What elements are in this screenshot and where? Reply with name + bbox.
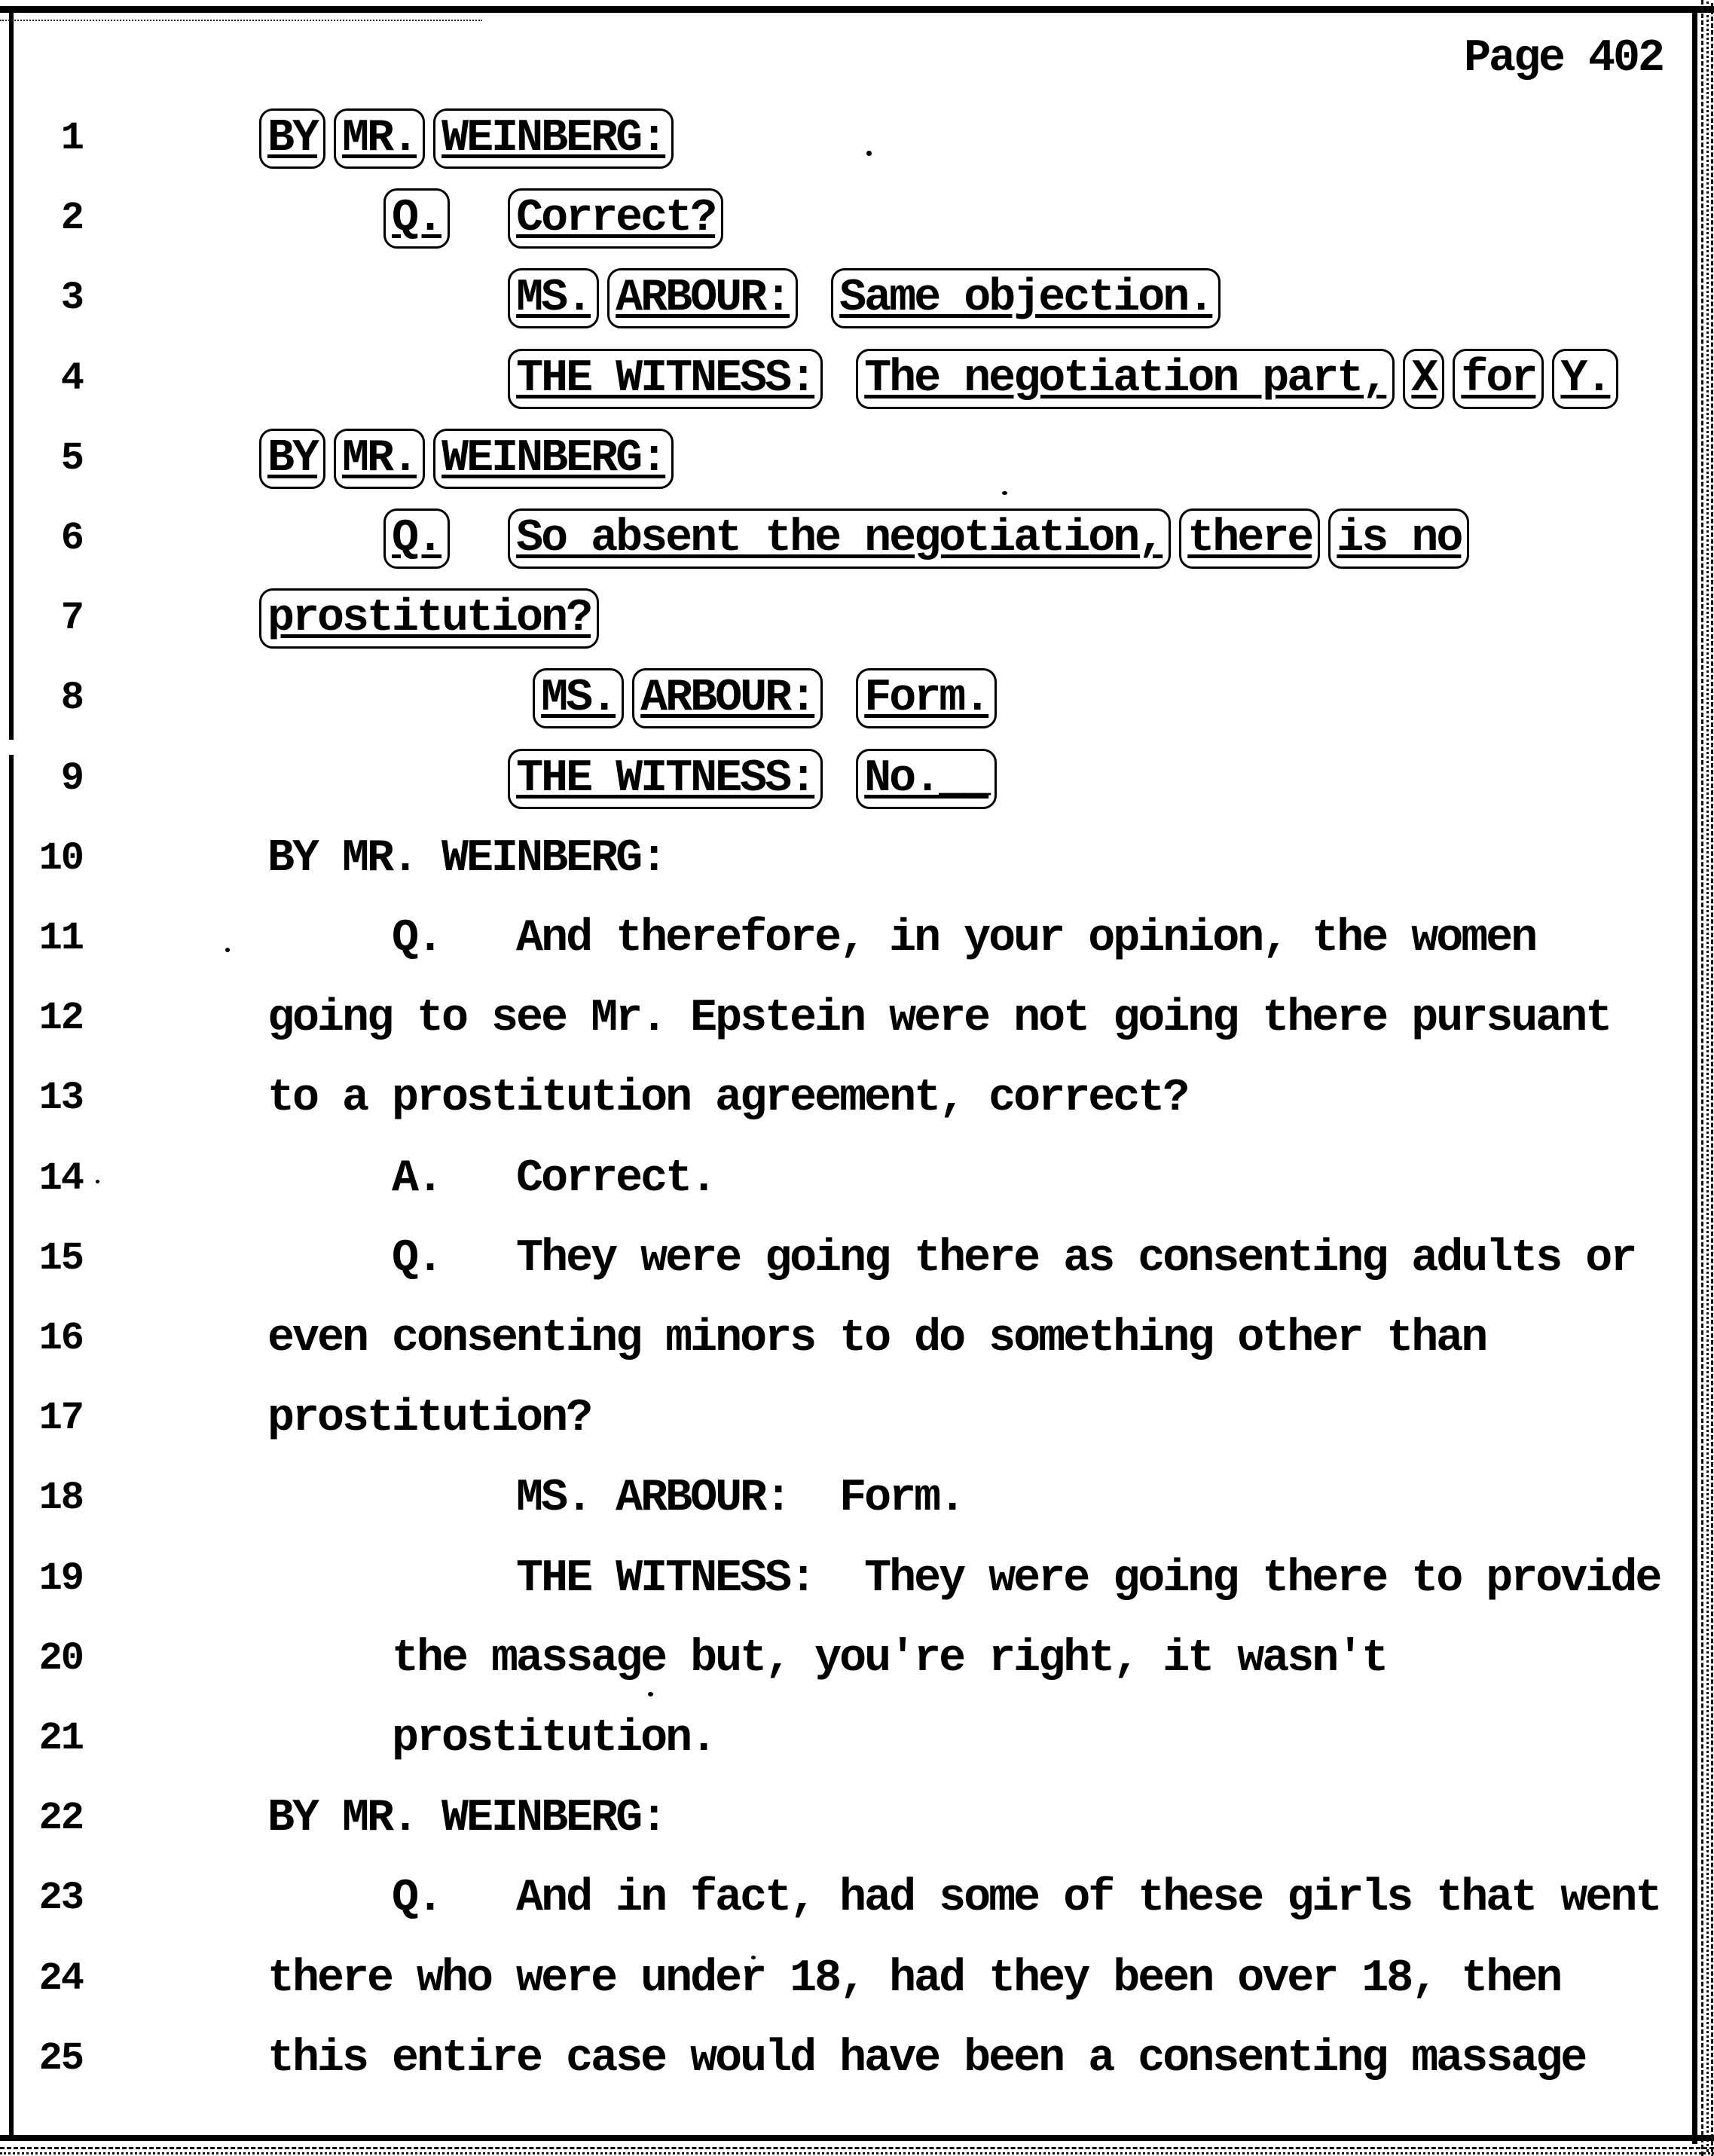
designation-bubble: Same objection. bbox=[831, 268, 1221, 328]
text-segment: even consenting minors to do something other than bbox=[267, 1313, 1486, 1364]
line-number: 19 bbox=[38, 1556, 83, 1601]
transcript-line bbox=[0, 1632, 1695, 1684]
text-segment: to a prostitution agreement, correct? bbox=[267, 1073, 1188, 1125]
line-text bbox=[267, 673, 989, 725]
text-segment bbox=[441, 193, 516, 244]
line-number: 3 bbox=[60, 276, 83, 321]
text-segment bbox=[267, 353, 516, 405]
line-text bbox=[267, 915, 1535, 963]
text-segment: BY MR. WEINBERG: bbox=[267, 1793, 666, 1845]
text-segment bbox=[267, 513, 392, 564]
page-number: Page 402 bbox=[1464, 33, 1664, 84]
line-text bbox=[267, 1715, 715, 1763]
transcript-line bbox=[0, 1794, 1695, 1843]
transcript-line bbox=[0, 1394, 1695, 1443]
text-segment: BY MR. WEINBERG: bbox=[267, 832, 666, 884]
designation-bubble: prostitution? bbox=[259, 588, 599, 649]
line-text bbox=[267, 1394, 591, 1443]
transcript-line bbox=[0, 1715, 1695, 1763]
designation-bubble: MS. bbox=[508, 268, 599, 328]
line-text bbox=[267, 1073, 1188, 1125]
line-text bbox=[267, 1155, 715, 1203]
line-text bbox=[267, 432, 666, 484]
transcript-line bbox=[0, 2032, 1695, 2084]
transcript-line bbox=[0, 594, 1695, 643]
line-number: 12 bbox=[38, 996, 83, 1041]
line-number: 17 bbox=[38, 1396, 83, 1441]
transcript-line bbox=[0, 194, 1695, 243]
transcript-line bbox=[0, 832, 1695, 884]
transcript-line bbox=[0, 1473, 1695, 1525]
line-text bbox=[267, 1315, 1486, 1363]
designation-bubble: Y. bbox=[1552, 349, 1618, 409]
line-number: 9 bbox=[60, 756, 83, 801]
designation-bubble: Q. bbox=[383, 508, 450, 569]
designation-bubble: WEINBERG: bbox=[433, 108, 674, 169]
transcript-line bbox=[0, 673, 1695, 725]
text-segment: there who were under 18, had they been over 18, then bbox=[267, 1953, 1561, 2005]
transcript-line bbox=[0, 515, 1695, 563]
transcript-line bbox=[0, 1232, 1695, 1284]
line-text bbox=[267, 355, 1610, 403]
designation-bubble: The negotiation part, bbox=[856, 349, 1395, 409]
line-number: 16 bbox=[38, 1316, 83, 1360]
text-segment bbox=[267, 673, 541, 724]
line-number: 8 bbox=[60, 676, 83, 721]
transcript-line bbox=[0, 1873, 1695, 1925]
line-number: 14 bbox=[38, 1156, 83, 1201]
text-segment: MS. ARBOUR: Form. bbox=[267, 1473, 964, 1525]
line-text bbox=[267, 1555, 1660, 1603]
transcript-line bbox=[0, 994, 1695, 1043]
designation-bubble: is no bbox=[1328, 508, 1469, 569]
transcript-line bbox=[0, 755, 1695, 803]
transcript-line bbox=[0, 273, 1695, 325]
line-number: 20 bbox=[38, 1635, 83, 1681]
line-text bbox=[267, 1632, 1387, 1684]
designation-bubble: So absent the negotiation, bbox=[508, 508, 1171, 569]
text-segment bbox=[441, 513, 516, 564]
line-text bbox=[267, 994, 1610, 1043]
line-text bbox=[267, 273, 1213, 325]
transcript-line bbox=[0, 1555, 1695, 1603]
designation-bubble: for bbox=[1453, 349, 1544, 409]
line-text bbox=[267, 1473, 964, 1525]
line-text bbox=[267, 515, 1461, 563]
line-text bbox=[267, 594, 591, 643]
line-text bbox=[267, 1873, 1661, 1925]
text-segment: A. Correct. bbox=[267, 1153, 716, 1205]
transcript-line bbox=[0, 1955, 1695, 2003]
line-text bbox=[267, 1232, 1636, 1284]
designation-bubble: MR. bbox=[334, 429, 425, 489]
line-number: 1 bbox=[60, 116, 83, 160]
text-segment bbox=[267, 753, 516, 805]
line-number: 21 bbox=[38, 1716, 83, 1761]
text-segment: Q. And therefore, in your opinion, the women bbox=[267, 913, 1536, 964]
text-segment: prostitution? bbox=[267, 1393, 591, 1445]
transcript-line bbox=[0, 1155, 1695, 1203]
designation-bubble: WEINBERG: bbox=[433, 429, 674, 489]
designation-bubble: THE WITNESS: bbox=[508, 349, 823, 409]
line-number: 2 bbox=[60, 196, 83, 241]
text-segment: THE WITNESS: They were going there to provide bbox=[267, 1553, 1661, 1605]
line-text bbox=[267, 2032, 1586, 2084]
line-number: 5 bbox=[60, 435, 83, 481]
line-text bbox=[267, 755, 988, 803]
designation-bubble: Correct? bbox=[508, 188, 723, 249]
line-number: 24 bbox=[38, 1956, 83, 2001]
text-segment: prostitution. bbox=[267, 1713, 716, 1764]
transcript-line bbox=[0, 915, 1695, 963]
transcript-line bbox=[0, 1073, 1695, 1125]
designation-bubble: BY bbox=[259, 429, 325, 489]
line-number: 11 bbox=[38, 916, 83, 960]
transcript-line bbox=[0, 115, 1695, 163]
line-text bbox=[267, 1794, 665, 1843]
line-number: 15 bbox=[38, 1235, 83, 1281]
line-number: 25 bbox=[38, 2035, 83, 2081]
text-segment bbox=[267, 193, 392, 244]
designation-bubble: there bbox=[1179, 508, 1320, 569]
designation-bubble: Q. bbox=[383, 188, 450, 249]
line-number: 22 bbox=[38, 1796, 83, 1841]
line-text bbox=[267, 194, 715, 243]
text-segment bbox=[267, 273, 516, 324]
designation-bubble: X bbox=[1403, 349, 1444, 409]
text-segment: this entire case would have been a consenting massage bbox=[267, 2032, 1586, 2084]
line-number: 4 bbox=[60, 356, 83, 401]
designation-bubble: ARBOUR: bbox=[632, 668, 823, 728]
line-text bbox=[267, 1955, 1560, 2003]
designation-bubble: BY bbox=[259, 108, 325, 169]
designation-bubble: ARBOUR: bbox=[607, 268, 798, 328]
designation-bubble: MS. bbox=[533, 668, 624, 728]
line-number: 18 bbox=[38, 1476, 83, 1521]
line-text bbox=[267, 115, 665, 163]
text-segment: the massage but, you're right, it wasn't bbox=[267, 1632, 1387, 1684]
line-number: 7 bbox=[60, 596, 83, 641]
designation-bubble: THE WITNESS: bbox=[508, 749, 823, 809]
line-number: 6 bbox=[60, 516, 83, 560]
transcript-line bbox=[0, 355, 1695, 403]
text-segment: Q. They were going there as consenting adults or bbox=[267, 1232, 1636, 1284]
designation-bubble: No.__ bbox=[856, 749, 997, 809]
line-number: 23 bbox=[38, 1876, 83, 1921]
text-segment: going to see Mr. Epstein were not going there pursuant bbox=[267, 993, 1611, 1045]
line-text bbox=[267, 832, 666, 884]
transcript-line bbox=[0, 1315, 1695, 1363]
text-segment: Q. And in fact, had some of these girls that went bbox=[267, 1873, 1661, 1925]
line-number: 10 bbox=[38, 835, 83, 881]
designation-bubble: Form. bbox=[856, 668, 997, 728]
transcript-line bbox=[0, 432, 1695, 484]
line-number: 13 bbox=[38, 1076, 83, 1121]
designation-bubble: MR. bbox=[334, 108, 425, 169]
